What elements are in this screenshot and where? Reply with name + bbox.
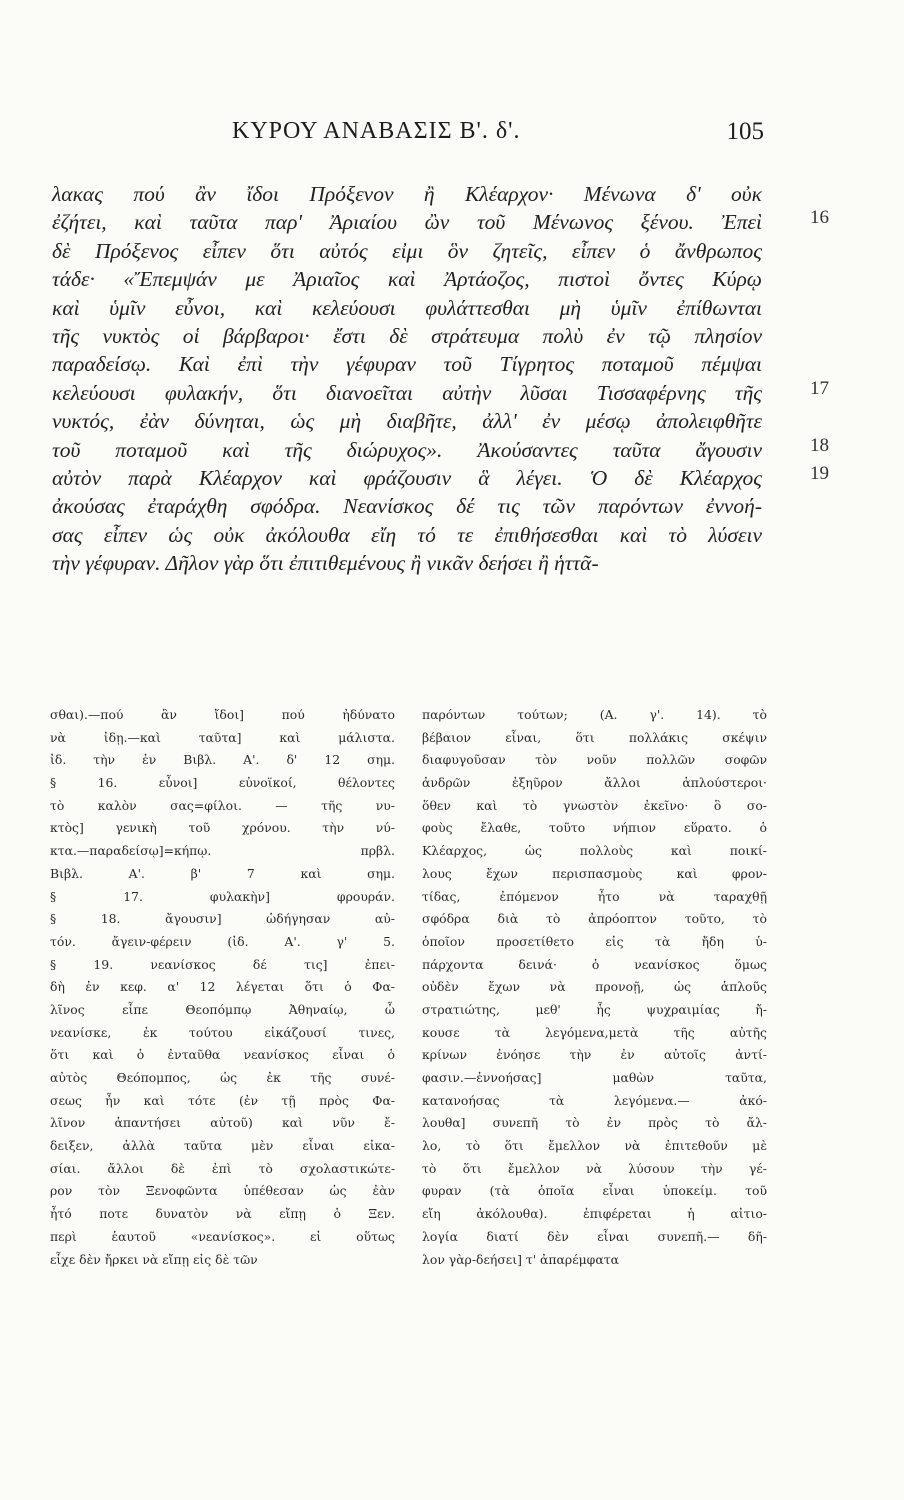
note-line: λο, τὸ ὅτι ἔμελλον νὰ ἐπιτεθοῦν μὲ [422, 1138, 767, 1154]
running-title: ΚΥΡΟΥ ΑΝΑΒΑΣΙΣ Β'. δ'. [232, 118, 521, 144]
section-number: 19 [810, 463, 829, 484]
note-line: ὁποῖον προσετίθετο εἰς τὰ ἤδη ὑ- [422, 933, 767, 949]
note-line: κτα.—παραδείσῳ]=κήπῳ. πρβλ. [50, 843, 395, 859]
note-line: τὸ καλὸν σας=φίλοι. — τῆς νυ- [50, 797, 395, 813]
notes-right-column [422, 704, 767, 1271]
note-line: § 17. φυλακὴν] φρουράν. [50, 888, 395, 904]
text-line: καὶ ὑμῖν εὖνοι, καὶ κελεύουσι φυλάττεσθαι μὴ ὑμῖν ἐπίθωνται [52, 295, 762, 320]
text-line: ἐζήτει, καὶ ταῦτα παρ' Ἀριαίου ὢν τοῦ Μένωνος ξένου. Ἐπεὶ [52, 210, 762, 235]
note-line: τόν. ἄγειν-φέρειν (ἰδ. Α'. γ' 5. [50, 933, 395, 949]
text-line: τὴν γέφυραν. Δῆλον γὰρ ὅτι ἐπιτιθεμένους ἢ νικᾶν δεήσει ἢ ἡττᾶ- [52, 551, 599, 576]
note-line: λῖνον ἀπαντήσει αὐτοῦ) καὶ νῦν ἔ- [50, 1115, 395, 1131]
note-line: φοὺς ἔλαθε, τοῦτο νήπιον εὕρατο. ὁ [422, 820, 767, 836]
note-line: στρατιώτης, μεθ' ἧς ψυχραιμίας ἤ- [422, 1001, 767, 1017]
note-line: νεανίσκε, ἐκ τούτου εἰκάζουσί τινες, [50, 1024, 395, 1040]
note-line: κτὸς] γενικὴ τοῦ χρόνου. τὴν νύ- [50, 820, 395, 836]
note-line: νὰ ἰδῃ.—καὶ ταῦτα] καὶ μάλιστα. [50, 729, 395, 745]
note-line: κουσε τὰ λεγόμενα,μετὰ τῆς αὐτῆς [422, 1024, 767, 1040]
section-number: 17 [810, 378, 829, 399]
note-line: κρίνων ἐνόησε τὴν ἐν αὐτοῖς ἀντί- [422, 1047, 767, 1063]
note-line: σφόδρα διὰ τὸ ἀπρόοπτον τοῦτο, τὸ [422, 911, 767, 927]
page-number: 105 [726, 118, 764, 145]
note-line: λογία διατί δὲν εἶναι συνεπῆ.— δῆ- [422, 1228, 767, 1244]
note-line: ἀνδρῶν ἐξηῦρον ἄλλοι ἁπλούστεροι· [422, 775, 767, 791]
note-line: ὅθεν καὶ τὸ γνωστὸν ἐκεῖνο· ὃ σο- [422, 797, 767, 813]
note-line: ὅτι καὶ ὁ ἐνταῦθα νεανίσκος εἶναι ὁ [50, 1047, 395, 1063]
note-line: λον γὰρ-δεήσει] τ' ἀπαρέμφατα [422, 1251, 619, 1267]
note-line: § 16. εὖνοι] εὐνοϊκοί, θέλοντες [50, 775, 395, 791]
note-line: Βιβλ. Α'. β' 7 καὶ σημ. [50, 865, 395, 881]
text-line: κελεύουσι φυλακήν, ὅτι διανοεῖται αὐτὴν λῦσαι Τισσαφέρνης τῆς [52, 380, 762, 405]
text-line: αὐτὸν παρὰ Κλέαρχον καὶ φράζουσιν ἃ λέγει. Ὁ δὲ Κλέαρχος [52, 465, 762, 490]
note-line: εἴη ἀκόλουθα). ἐπιφέρεται ἡ αἰτιο- [422, 1206, 767, 1222]
note-line: βέβαιον εἶναι, ὅτι πολλάκις σκέψιν [422, 729, 767, 745]
text-line: τάδε· «Ἔπεμψάν με Ἀριαῖος καὶ Ἀρτάοζος, πιστοὶ ὄντες Κύρῳ [52, 267, 762, 292]
note-line: λῖνος εἶπε Θεοπόμπῳ Ἀθηναίῳ, ὦ [50, 1001, 395, 1017]
note-line: τὸ ὅτι ἔμελλον νὰ λύσουν τὴν γέ- [422, 1160, 767, 1176]
note-line: δὴ ἐν κεφ. α' 12 λέγεται ὅτι ὁ Φα- [50, 979, 395, 995]
note-line: § 18. ἄγουσιν] ὡδήγησαν αὐ- [50, 911, 395, 927]
page-header [0, 118, 904, 152]
note-line: Κλέαρχος, ὡς πολλοὺς καὶ ποικί- [422, 843, 767, 859]
note-line: λους ἔχων περισπασμοὺς καὶ φρον- [422, 865, 767, 881]
note-line: § 19. νεανίσκος δέ τις] ἐπει- [50, 956, 395, 972]
notes-left-column [50, 704, 395, 1271]
note-line: δειξεν, ἀλλὰ ταῦτα μὲν εἶναι εἰκα- [50, 1138, 395, 1154]
note-line: περὶ ἑαυτοῦ «νεανίσκος». εἰ οὕτως [50, 1228, 395, 1244]
note-line: κατανοήσας τὰ λεγόμενα.— ἀκό- [422, 1092, 767, 1108]
note-line: παρόντων τούτων; (Α. γ'. 14). τὸ [422, 707, 767, 722]
note-line: εἶχε δὲν ἤρκει νὰ εἴπῃ εἰς δὲ τῶν [50, 1251, 258, 1267]
section-number: 16 [810, 207, 829, 228]
note-line: λουθα] συνεπῆ τὸ ἐν πρὸς τὸ ἄλ- [422, 1115, 767, 1131]
note-line: αὐτὸς Θεόπομπος, ὡς ἐκ τῆς συνέ- [50, 1070, 395, 1085]
note-line: φασιν.—ἐννοήσας] μαθὼν ταῦτα, [422, 1070, 767, 1085]
note-line: ἰδ. τὴν ἐν Βιβλ. Α'. δ' 12 σημ. [50, 752, 395, 768]
text-line: δὲ Πρόξενος εἶπεν ὅτι αὐτός εἰμι ὃν ζητεῖς, εἶπεν ὁ ἄνθρωπος [52, 238, 762, 263]
note-line: σθαι).—πού ἂν ἴδοι] πού ἠδύνατο [50, 707, 395, 722]
text-line: λακας πού ἂν ἴδοι Πρόξενον ἢ Κλέαρχον· Μένωνα δ' οὐκ [52, 182, 762, 206]
note-line: διαφυγοῦσαν τὸν νοῦν πολλῶν σοφῶν [422, 752, 767, 768]
main-text [52, 180, 829, 577]
note-line: σεως ἦν καὶ τότε (ἐν τῇ πρὸς Φα- [50, 1092, 395, 1108]
note-line: σίαι. ἄλλοι δὲ ἐπὶ τὸ σχολαστικώτε- [50, 1160, 395, 1176]
note-line: πάρχοντα δεινά· ὁ νεανίσκος ὅμως [422, 956, 767, 972]
text-line: νυκτός, ἐὰν δύνηται, ὡς μὴ διαβῆτε, ἀλλ' ἐν μέσῳ ἀπολειφθῆτε [52, 409, 762, 434]
section-number: 18 [810, 435, 829, 456]
note-line: ρον τὸν Ξενοφῶντα ὑπέθεσαν ὡς ἐὰν [50, 1183, 395, 1199]
note-line: φυραν (τὰ ὁποῖα εἶναι ὑποκείμ. τοῦ [422, 1183, 767, 1199]
text-line: τοῦ ποταμοῦ καὶ τῆς διώρυχος». Ἀκούσαντες ταῦτα ἄγουσιν [52, 437, 762, 462]
text-line: τῆς νυκτὸς οἱ βάρβαροι· ἔστι δὲ στράτευμα πολὺ ἐν τῷ πλησίον [52, 323, 762, 348]
note-line: ἦτό ποτε δυνατὸν νὰ εἴπῃ ὁ Ξεν. [50, 1206, 395, 1222]
note-line: οὐδὲν ἔχων νὰ προνοῇ, ὡς ἁπλοῦς [422, 979, 767, 995]
text-line: παραδείσῳ. Καὶ ἐπὶ τὴν γέφυραν τοῦ Τίγρητος ποταμοῦ πέμψαι [52, 352, 762, 377]
note-line: τίδας, ἐπόμενον ἦτο νὰ ταραχθῇ [422, 888, 767, 904]
text-line: σας εἶπεν ὡς οὐκ ἀκόλουθα εἴη τό τε ἐπιθήσεσθαι καὶ τὸ λύσειν [52, 522, 762, 547]
text-line: ἀκούσας ἐταράχθη σφόδρα. Νεανίσκος δέ τις τῶν παρόντων ἐννοή- [52, 494, 762, 519]
